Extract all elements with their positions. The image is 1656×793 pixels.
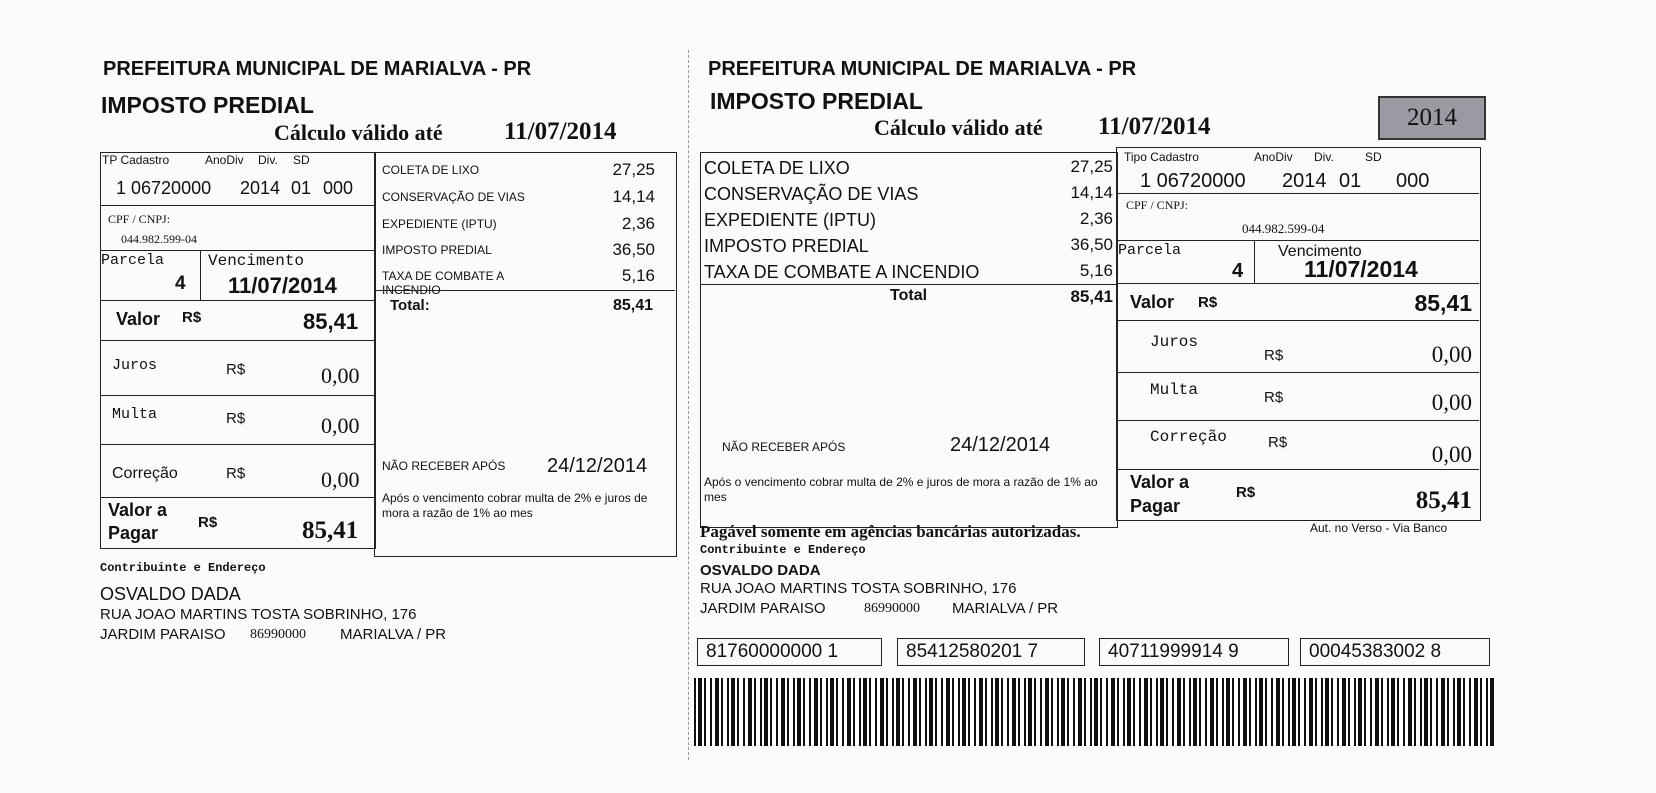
stub-anodiv: 2014 <box>240 178 281 198</box>
stub-tax-title: IMPOSTO PREDIAL <box>101 92 314 118</box>
divider <box>1116 469 1479 470</box>
stub-vencimento-label: Vencimento <box>208 252 305 270</box>
year-box: 2014 <box>1378 96 1486 140</box>
stub-pagar-currency: R$ <box>198 514 218 531</box>
stub-item-2-label: EXPEDIENTE (IPTU) <box>382 217 497 231</box>
bank-pagavel: Pagável somente em agências bancárias autorizadas. <box>700 522 1081 541</box>
stub-municipality: PREFEITURA MUNICIPAL DE MARIALVA - PR <box>103 58 532 80</box>
divider <box>100 250 374 251</box>
stub-cpf-label: CPF / CNPJ: <box>108 212 171 226</box>
bank-contribuinte-name: OSVALDO DADA <box>700 562 821 579</box>
bank-item-1-label: CONSERVAÇÃO DE VIAS <box>704 184 919 204</box>
bank-item-4-label: TAXA DE COMBATE A INCENDIO <box>704 262 980 282</box>
bank-div-label: Div. <box>1314 150 1334 164</box>
bank-parcela: 4 <box>1232 260 1244 282</box>
stub-correcao: 0,00 <box>321 467 360 492</box>
bank-item-1-value: 14,14 <box>1070 183 1113 202</box>
stub-total-label: Total: <box>390 297 430 314</box>
stub-correcao-label: Correção <box>112 465 178 482</box>
bank-nao-receber-date: 24/12/2014 <box>950 434 1051 456</box>
stub-notice: Após o vencimento cobrar multa de 2% e juros de mora a razão de 1% ao mes <box>382 491 648 520</box>
stub-nao-receber-date: 24/12/2014 <box>547 455 648 477</box>
stub-juros-label: Juros <box>112 357 158 374</box>
bank-tax-title: IMPOSTO PREDIAL <box>710 88 923 114</box>
stub-item-4-label: TAXA DE COMBATE A INCENDIO <box>382 269 504 297</box>
divider <box>100 300 374 301</box>
divider <box>200 250 201 300</box>
stub-valid-date: 11/07/2014 <box>504 118 617 145</box>
bank-aut: Aut. no Verso - Via Banco <box>1310 521 1448 535</box>
bank-pagar-label1: Valor a <box>1130 472 1190 492</box>
bank-juros-label: Juros <box>1150 333 1199 351</box>
bank-sd-label: SD <box>1365 150 1382 164</box>
stub-contribuinte-street: RUA JOAO MARTINS TOSTA SOBRINHO, 176 <box>100 606 417 623</box>
stub-cadastro: 1 06720000 <box>116 178 212 198</box>
stub-item-0-label: COLETA DE LIXO <box>382 163 480 177</box>
bank-cpf: 044.982.599-04 <box>1242 221 1325 236</box>
stub-item-1-label: CONSERVAÇÃO DE VIAS <box>382 190 525 204</box>
stub-juros-currency: R$ <box>226 361 246 378</box>
bank-vencimento: 11/07/2014 <box>1304 256 1418 282</box>
bank-item-3-label: IMPOSTO PREDIAL <box>704 236 869 256</box>
bank-anodiv-label: AnoDiv <box>1254 150 1293 164</box>
stub-multa-currency: R$ <box>226 410 246 427</box>
bank-contribuinte-label: Contribuinte e Endereço <box>700 543 866 557</box>
stub-multa: 0,00 <box>321 413 360 438</box>
bank-valor-currency: R$ <box>1198 294 1218 311</box>
barcode-field-2: 85412580201 7 <box>897 638 1085 666</box>
stub-total: 85,41 <box>612 297 653 314</box>
barcode-field-1: 81760000000 1 <box>697 638 882 666</box>
divider <box>1116 372 1479 373</box>
bank-cadastro: 1 06720000 <box>1140 170 1246 192</box>
stub-div: 01 <box>291 178 312 198</box>
bank-municipality: PREFEITURA MUNICIPAL DE MARIALVA - PR <box>708 58 1137 80</box>
bank-sd: 000 <box>1396 170 1430 192</box>
stub-item-3-label: IMPOSTO PREDIAL <box>382 243 492 257</box>
stub-item-4-value: 5,16 <box>621 266 655 285</box>
bank-tipo-label: Tipo Cadastro <box>1124 150 1199 164</box>
bank-total-label: Total <box>890 287 928 304</box>
stub-valor-label: Valor <box>116 309 161 329</box>
bank-correcao: 0,00 <box>1431 442 1472 467</box>
stub-contribuinte-district: JARDIM PARAISO <box>100 626 226 643</box>
stub-parcela-label: Parcela <box>101 252 165 269</box>
stub-parcela: 4 <box>175 273 186 294</box>
bank-item-4-value: 5,16 <box>1079 261 1113 280</box>
stub-nao-receber-label: NÃO RECEBER APÓS <box>382 459 506 473</box>
divider <box>1116 283 1479 284</box>
stub-contribuinte-name: OSVALDO DADA <box>100 584 241 604</box>
bank-valor-label: Valor <box>1130 292 1175 312</box>
stub-sd: 000 <box>323 178 354 198</box>
bank-div: 01 <box>1339 170 1362 192</box>
stub-valid-label: Cálculo válido até <box>274 120 443 145</box>
divider <box>1116 320 1479 321</box>
bank-item-2-label: EXPEDIENTE (IPTU) <box>704 210 877 230</box>
divider <box>700 284 1116 285</box>
divider <box>100 340 374 341</box>
stub-valor: 85,41 <box>303 309 359 334</box>
stub-contribuinte-label: Contribuinte e Endereço <box>100 561 266 575</box>
bank-vencimento-label: Vencimento <box>1278 243 1362 260</box>
barcode <box>694 678 1494 746</box>
bank-multa: 0,00 <box>1431 390 1472 415</box>
stub-vencimento: 11/07/2014 <box>228 273 337 298</box>
stub-juros: 0,00 <box>321 363 360 388</box>
bank-item-0-label: COLETA DE LIXO <box>704 158 850 178</box>
stub-multa-label: Multa <box>112 406 158 423</box>
bank-correcao-label: Correção <box>1150 428 1227 446</box>
divider <box>1116 193 1479 194</box>
bank-pagar: 85,41 <box>1415 487 1472 514</box>
bank-notice: Após o vencimento cobrar multa de 2% e juros de mora a razão de 1% ao mes <box>704 475 1098 504</box>
barcode-field-3: 40711999914 9 <box>1099 638 1289 666</box>
bank-valid-label: Cálculo válido até <box>874 115 1043 140</box>
divider <box>100 444 374 445</box>
bank-anodiv: 2014 <box>1282 170 1327 192</box>
stub-sd-label: SD <box>293 153 310 167</box>
stub-tp-label: TP Cadastro <box>102 153 170 167</box>
bank-item-3-value: 36,50 <box>1070 235 1113 254</box>
perforation-line <box>688 50 689 760</box>
divider <box>100 497 374 498</box>
stub-contribuinte-cep: 86990000 <box>250 627 306 642</box>
bank-multa-currency: R$ <box>1264 389 1284 406</box>
stub-anodiv-label: AnoDiv <box>205 153 244 167</box>
stub-pagar: 85,41 <box>302 517 359 544</box>
stub-item-2-value: 2,36 <box>621 214 655 233</box>
stub-item-3-value: 36,50 <box>612 240 655 259</box>
stub-valor-currency: R$ <box>182 309 202 326</box>
bank-multa-label: Multa <box>1150 381 1199 399</box>
bank-contribuinte-street: RUA JOAO MARTINS TOSTA SOBRINHO, 176 <box>700 580 1017 597</box>
bank-juros: 0,00 <box>1431 342 1472 367</box>
bank-contribuinte-district: JARDIM PARAISO <box>700 600 826 617</box>
bank-juros-currency: R$ <box>1264 347 1284 364</box>
bank-valor: 85,41 <box>1414 290 1472 316</box>
bank-pagar-currency: R$ <box>1236 484 1256 501</box>
bank-contribuinte-cep: 86990000 <box>864 601 920 616</box>
bank-correcao-currency: R$ <box>1268 434 1288 451</box>
divider <box>374 290 675 291</box>
bank-contribuinte-city: MARIALVA / PR <box>952 600 1059 617</box>
stub-cpf: 044.982.599-04 <box>121 232 197 246</box>
divider <box>100 205 374 206</box>
divider <box>1116 240 1479 241</box>
bank-pagar-label2: Pagar <box>1130 496 1181 516</box>
stub-item-0-value: 27,25 <box>612 160 655 179</box>
divider <box>1116 420 1479 421</box>
stub-pagar-label2: Pagar <box>108 523 159 543</box>
barcode-field-4: 00045383002 8 <box>1300 638 1490 666</box>
bank-total: 85,41 <box>1070 287 1113 306</box>
bank-item-0-value: 27,25 <box>1070 157 1113 176</box>
stub-contribuinte-city: MARIALVA / PR <box>340 626 447 643</box>
stub-div-label: Div. <box>258 153 278 167</box>
bank-parcela-label: Parcela <box>1118 242 1182 259</box>
stub-correcao-currency: R$ <box>226 465 246 482</box>
stub-pagar-label1: Valor a <box>108 500 168 520</box>
divider <box>100 395 374 396</box>
divider <box>1254 240 1255 283</box>
bank-valid-date: 11/07/2014 <box>1098 113 1211 140</box>
stub-item-1-value: 14,14 <box>612 187 655 206</box>
bank-nao-receber-label: NÃO RECEBER APÓS <box>722 440 846 454</box>
bank-item-2-value: 2,36 <box>1079 209 1113 228</box>
bank-cpf-label: CPF / CNPJ: <box>1126 198 1189 212</box>
